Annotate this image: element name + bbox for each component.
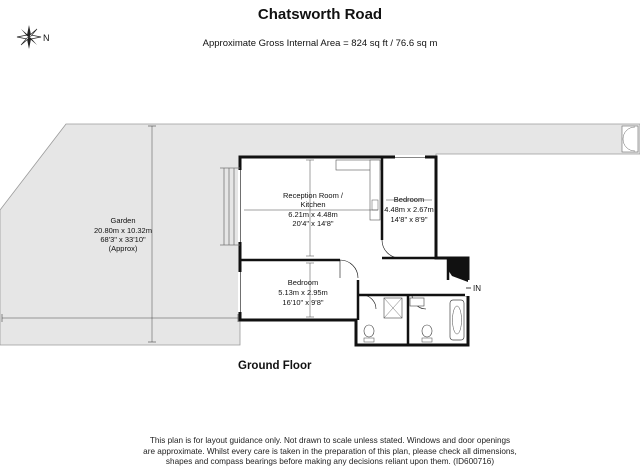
gross-area-text: Approximate Gross Internal Area = 824 sq ft / 76.6 sq m [202, 38, 438, 49]
disclaimer-line-2: are approximate. Whilst every care is taken in the preparation of this plan, please check all dimensions, [143, 446, 517, 456]
garden-note: (Approx) [108, 244, 138, 253]
bedroom-1-name: Bedroom [393, 195, 425, 204]
disclaimer-line-1: This plan is for layout guidance only. Not drawn to scale unless stated. Windows and door openings [149, 436, 511, 445]
reception-room-name-2: Kitchen [300, 200, 326, 209]
reception-room-name: Reception Room / [282, 191, 344, 200]
reception-room-imperial: 20'4" x 14'8" [292, 219, 334, 228]
bedroom-1-imperial: 14'8" x 8'9" [390, 215, 428, 224]
flat-outline [240, 157, 468, 345]
disclaimer [60, 436, 600, 468]
plan-title: Chatsworth Road [257, 6, 383, 23]
bedroom-2-name: Bedroom [287, 278, 319, 287]
north-label: N [43, 33, 50, 43]
garden-name: Garden [110, 216, 136, 225]
garden-imperial: 68'3" x 33'10" [100, 235, 146, 244]
entrance-label: IN [473, 284, 481, 293]
reception-room-metric: 6.21m x 4.48m [288, 210, 338, 219]
bedroom-2-imperial: 16'10" x 9'8" [282, 298, 324, 307]
bedroom-1-metric: 4.48m x 2.67m [384, 205, 434, 214]
disclaimer-line-3: shapes and compass bearings before making any decisions reliant upon them. (ID600716) [165, 457, 495, 466]
floor-label: Ground Floor [238, 360, 312, 372]
bedroom-2-metric: 5.13m x 2.95m [278, 288, 328, 297]
garden-metric: 20.80m x 10.32m [94, 226, 152, 235]
